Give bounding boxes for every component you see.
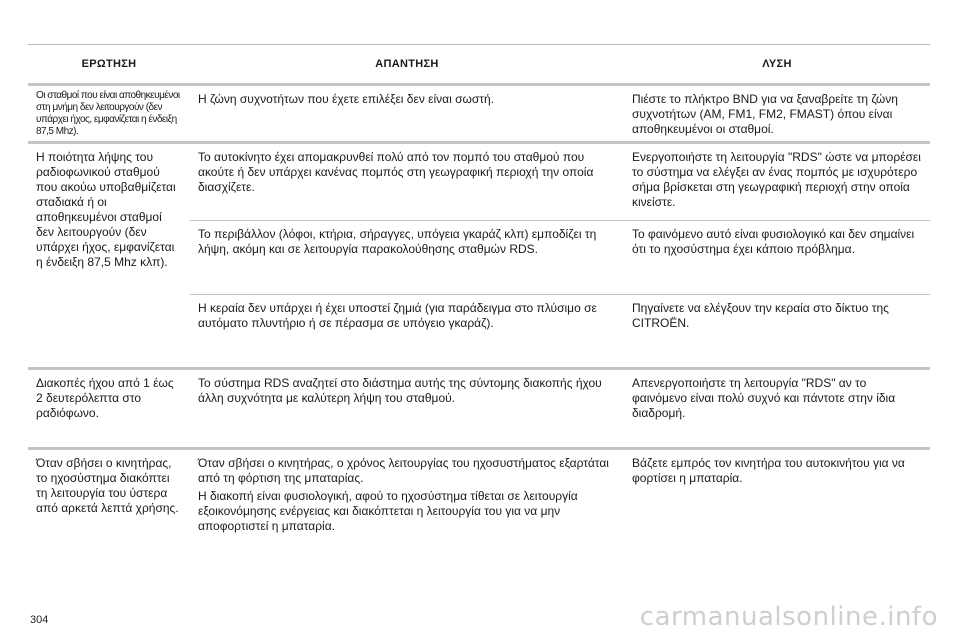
header-question: ΕΡΩΤΗΣΗ <box>28 45 190 85</box>
table-header-row <box>28 45 930 85</box>
question-cell: Η ποιότητα λήψης του ραδιοφωνικού σταθμού που ακούω υποβαθμίζεται σταδιακά ή οι αποθηκευμένοι σταθμοί δεν λειτουργούν (δεν υπάρχει ήχος, εμφανίζεται η ένδειξη 87,5 Mhz κλπ). <box>28 143 190 369</box>
table-row <box>28 369 930 449</box>
page-number: 304 <box>30 614 49 626</box>
answer-cell <box>190 295 624 369</box>
answer-text: Η κεραία δεν υπάρχει ή έχει υποστεί ζημιά (για παράδειγμα στο πλύσιμο σε αυτόματο πλυντήριο ή σε πέρασμα σε υπόγειο γκαράζ). <box>198 301 597 330</box>
answer-cell <box>190 449 624 539</box>
answer-text: Το σύστημα RDS αναζητεί στο διάστημα αυτής της σύντομης διακοπής ήχου άλλη συχνότητα με καλύτερη λήψη του σταθμού. <box>198 376 602 405</box>
solution-cell: Πιέστε το πλήκτρο BND για να ξαναβρείτε τη ζώνη συχνοτήτων (AM, FM1, FM2, FMAST) όπου είναι αποθηκευμένοι οι σταθμοί. <box>624 85 930 143</box>
troubleshooting-table-frame <box>28 44 930 539</box>
solution-cell: Ενεργοποιήστε τη λειτουργία "RDS" ώστε να μπορέσει το σύστημα να ελέγξει αν ένας πομπός με ισχυρότερο σήμα βρίσκεται στη γεωγραφική περιοχή στην οποία κινείστε. <box>624 143 930 221</box>
question-cell: Διακοπές ήχου από 1 έως 2 δευτερόλεπτα στο ραδιόφωνο. <box>28 369 190 449</box>
troubleshooting-table <box>28 45 930 539</box>
answer-text: Όταν σβήσει ο κινητήρας, ο χρόνος λειτουργίας του ηχοσυστήματος εξαρτάται από τη φόρτιση της μπαταρίας. <box>198 456 609 485</box>
solution-cell: Βάζετε εμπρός τον κινητήρα του αυτοκινήτου για να φορτίσει η μπαταρία. <box>632 456 905 485</box>
question-cell: Οι σταθμοί που είναι αποθηκευμένοι στη μνήμη δεν λειτουργούν (δεν υπάρχει ήχος, εμφανίζεται η ένδειξη 87,5 Mhz). <box>28 85 190 143</box>
answer-text: Το αυτοκίνητο έχει απομακρυνθεί πολύ από τον πομπό του σταθμού που ακούτε ή δεν υπάρχει κανένας πομπός στη γεωγραφική περιοχή την οποία διασχίζετε. <box>198 150 594 194</box>
answer-text: Η ζώνη συχνοτήτων που έχετε επιλέξει δεν είναι σωστή. <box>198 92 495 106</box>
answer-cell <box>190 221 624 295</box>
header-answer: ΑΠΑΝΤΗΣΗ <box>190 45 624 85</box>
watermark: carmanualsonline.info <box>639 602 938 632</box>
table-row <box>28 449 930 539</box>
answer-text: Η διακοπή είναι φυσιολογική, αφού το ηχοσύστημα τίθεται σε λειτουργία εξοικονόμησης ενέργειας και διακόπτεται η λειτουργία του για να μην αποφορτιστεί η μπαταρία. <box>198 489 578 533</box>
solution-cell: Πηγαίνετε να ελέγξουν την κεραία στο δίκτυο της CITROËN. <box>624 295 930 369</box>
table-row <box>28 85 930 143</box>
question-cell: Όταν σβήσει ο κινητήρας, το ηχοσύστημα διακόπτει τη λειτουργία του ύστερα από αρκετά λεπτά χρήσης. <box>36 456 179 515</box>
answer-cell <box>190 369 624 449</box>
solution-cell: Το φαινόμενο αυτό είναι φυσιολογικό και δεν σημαίνει ότι το ηχοσύστημα έχει κάποιο πρόβλημα. <box>624 221 930 295</box>
answer-cell <box>190 143 624 221</box>
solution-cell: Απενεργοποιήστε τη λειτουργία "RDS" αν το φαινόμενο είναι πολύ συχνό και πάντοτε στην ίδια διαδρομή. <box>624 369 930 449</box>
answer-text: Το περιβάλλον (λόφοι, κτήρια, σήραγγες, υπόγεια γκαράζ κλπ) εμποδίζει τη λήψη, ακόμη και σε λειτουργία παρακολούθησης σταθμών RDS. <box>198 227 597 256</box>
table-row <box>28 143 930 221</box>
answer-cell <box>190 85 624 143</box>
header-solution: ΛΥΣΗ <box>624 45 930 85</box>
